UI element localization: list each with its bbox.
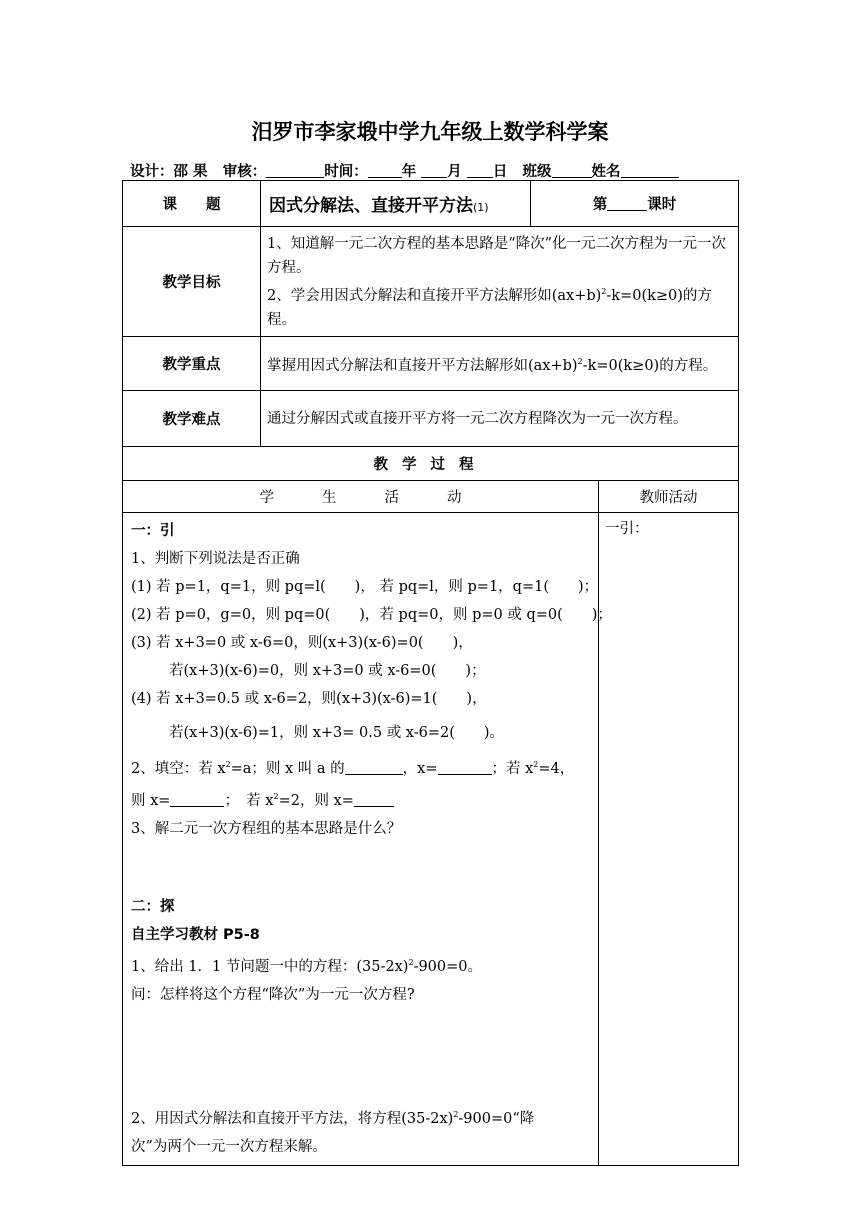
question-1-1: (1) 若 p=1，q=1，则 pq=l( )， 若 pq=l，则 p=1，q=1( )； (131, 579, 599, 595)
time-label: 时间： (324, 164, 368, 180)
year-label: 年 (401, 164, 417, 180)
question-1-3a: (3) 若 x+3=0 或 x-6=0，则(x+3)(x-6)=0( )， (131, 635, 473, 651)
time-blank[interactable] (368, 163, 402, 178)
section-intro-title: 一：引 (131, 523, 175, 539)
goals-text: 1、知道解一元二次方程的基本思路是“降次”化一元二次方程为一元一次方程。 2、学会用因式分解法和直接开平方法解形如$(ax+b)^2-k=0(k\ge 0)$的方程。 (261, 227, 739, 337)
explore-1-question: 问：怎样将这个方程“降次”为一元一次方程? (131, 987, 415, 1003)
question-1: 1、判断下列说法是否正确 (131, 551, 300, 567)
period-blank[interactable] (607, 196, 647, 211)
process-heading: 教学过程 (123, 447, 739, 481)
question-1-3b: 若(x+3)(x-6)=0，则 x+3=0 或 x-6=0( )； (169, 663, 486, 679)
student-activity-header: 学 生 活 动 (123, 481, 599, 513)
month-blank[interactable] (421, 163, 447, 178)
focus-text: 掌握用因式分解法和直接开平方法解形如$(ax+b)^2-k=0(k\ge 0)$的方程。 (261, 337, 739, 391)
question-1-2: (2) 若 p=0，g=0，则 pq=0( )，若 pq=0，则 p=0 或 q=0( )； (131, 607, 612, 623)
blank-answer[interactable] (345, 760, 403, 775)
name-blank[interactable] (621, 163, 679, 178)
explore-1: 1、给出 1．1 节问题一中的方程：$(35-2x)^2-900=0$。 (131, 958, 483, 975)
topic-label: 课 题 (123, 181, 261, 227)
reviewer-label: 审核： (222, 164, 267, 180)
designer: 设计：邵 果 (130, 164, 208, 180)
class-blank[interactable] (552, 163, 592, 178)
teacher-activity-content (599, 513, 739, 1166)
blank-answer[interactable] (354, 792, 394, 807)
difficulty-label: 教学难点 (123, 391, 261, 447)
explore-2-cont: 次”为两个一元一次方程来解。 (131, 1139, 327, 1155)
blank-answer[interactable] (438, 760, 492, 775)
document-title: 汨罗市李家塅中学九年级上数学科学案 (251, 120, 609, 144)
question-1-4b: 若(x+3)(x-6)=1，则 x+3= 0.5 或 x-6=2( )。 (169, 725, 505, 741)
reviewer-blank[interactable] (266, 163, 324, 178)
question-2-line1: 2、填空：若 $x^2=a$；则 x 叫 a 的 ，x= ；若 $x^2=4$， (131, 760, 575, 777)
name-label: 姓名 (591, 164, 621, 180)
lesson-plan-table (122, 180, 739, 1166)
meta-line (130, 160, 740, 181)
self-study-note: 自主学习教材 P5-8 (131, 927, 260, 943)
goals-label: 教学目标 (123, 227, 261, 337)
blank-answer[interactable] (170, 792, 224, 807)
question-1-4a: (4) 若 x+3=0.5 或 x-6=2，则(x+3)(x-6)=1( )， (131, 691, 487, 707)
day-label: 日 (492, 164, 508, 180)
teacher-note: 一引： (605, 521, 649, 537)
topic-title: 因式分解法、直接开平方法(1) (261, 181, 531, 227)
question-2-line2: 则 x= ； 若 $x^2=2$，则 x= (131, 783, 590, 815)
student-activity-content (123, 513, 612, 1166)
teacher-activity-header: 教师活动 (599, 481, 739, 513)
focus-label: 教学重点 (123, 337, 261, 391)
difficulty-text: 通过分解因式或直接开平方将一元二次方程降次为一元一次方程。 (261, 391, 739, 447)
class-label: 班级 (522, 164, 552, 180)
day-blank[interactable] (467, 163, 493, 178)
section-explore-title: 二：探 (131, 899, 175, 915)
explore-2: 2、用因式分解法和直接开平方法，将方程$(35-2x)^2-900=0“$降 (131, 1110, 535, 1127)
question-3: 3、解二元一次方程组的基本思路是什么？ (131, 821, 402, 837)
month-label: 月 (447, 164, 462, 180)
period-cell: 第 课时 (531, 181, 739, 227)
